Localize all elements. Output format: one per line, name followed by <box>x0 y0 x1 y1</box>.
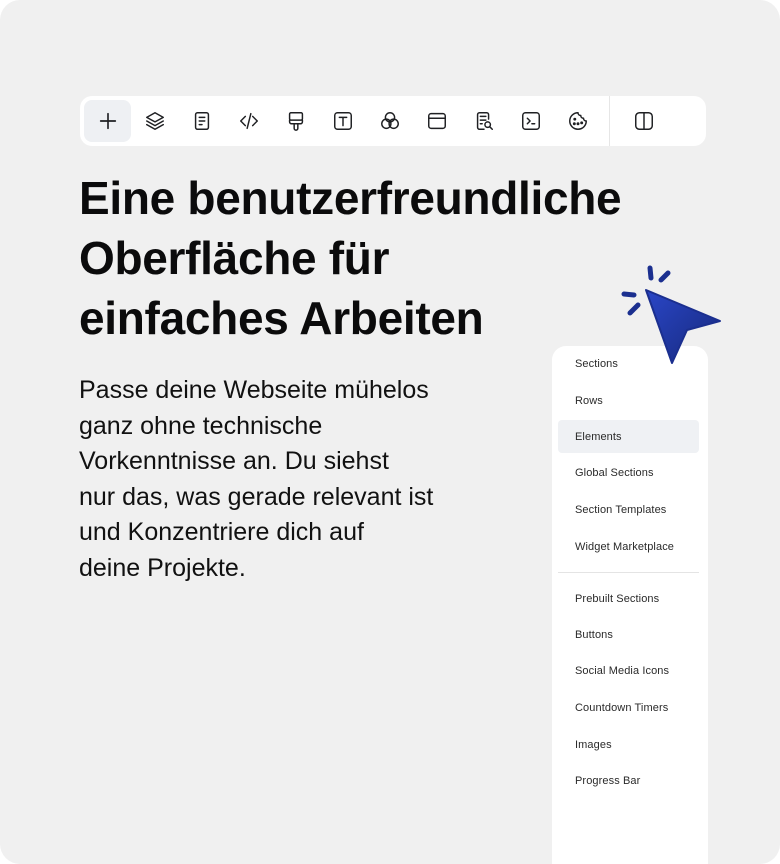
headline-line: Eine benutzerfreundliche <box>79 172 622 224</box>
elements-panel <box>552 346 708 864</box>
plus-icon <box>97 110 119 132</box>
pages-button[interactable] <box>178 100 225 142</box>
document-icon <box>191 110 213 132</box>
headline <box>79 168 699 348</box>
console-button[interactable] <box>507 100 554 142</box>
description-line: und Konzentriere dich auf <box>79 518 364 546</box>
panel-item-countdown-timers[interactable]: Countdown Timers <box>575 701 669 714</box>
add-button[interactable] <box>84 100 131 142</box>
description-line: Vorkenntnisse an. Du siehst <box>79 447 389 475</box>
text-button[interactable] <box>319 100 366 142</box>
headline-line: einfaches Arbeiten <box>79 292 484 344</box>
toolbar-divider <box>609 96 610 146</box>
terminal-icon <box>520 110 542 132</box>
description-line: ganz ohne technische <box>79 411 323 440</box>
pointer-click-icon <box>616 260 726 370</box>
panel-item-progress-bar[interactable]: Progress Bar <box>575 774 641 787</box>
color-circles-icon <box>379 110 401 132</box>
panel-item-buttons[interactable]: Buttons <box>575 628 614 641</box>
layout-button[interactable] <box>413 100 460 142</box>
document-search-icon <box>473 110 495 132</box>
layers-button[interactable] <box>131 100 178 142</box>
layers-icon <box>144 110 166 132</box>
panel-item-images[interactable]: Images <box>575 738 612 751</box>
browser-window-icon <box>426 110 448 132</box>
panel-item-sections[interactable]: Sections <box>575 357 618 370</box>
colors-button[interactable] <box>366 100 413 142</box>
editor-toolbar <box>80 96 706 146</box>
sidebar-toggle-button[interactable] <box>620 100 667 142</box>
headline-line: Oberfläche für <box>79 232 390 284</box>
code-icon <box>238 110 260 132</box>
description-line: deine Projekte. <box>79 553 246 582</box>
seo-button[interactable] <box>460 100 507 142</box>
description-line: nur das, was gerade relevant ist <box>79 482 434 511</box>
text-icon <box>332 110 354 132</box>
cookie-button[interactable] <box>554 100 601 142</box>
panel-item-widget-marketplace[interactable]: Widget Marketplace <box>575 540 675 553</box>
panel-item-global-sections[interactable]: Global Sections <box>575 466 654 479</box>
sidebar-panel-icon <box>633 110 655 132</box>
style-button[interactable] <box>272 100 319 142</box>
code-button[interactable] <box>225 100 272 142</box>
description-line: Passe deine Webseite mühelos <box>79 376 429 404</box>
panel-divider <box>558 572 699 573</box>
description <box>79 373 509 586</box>
panel-item-elements[interactable]: Elements <box>558 420 699 453</box>
brush-icon <box>285 110 307 132</box>
panel-item-social-media-icons[interactable]: Social Media Icons <box>575 664 670 677</box>
cookie-icon <box>567 110 589 132</box>
panel-item-rows[interactable]: Rows <box>575 394 603 407</box>
panel-item-prebuilt-sections[interactable]: Prebuilt Sections <box>575 592 660 605</box>
panel-item-section-templates[interactable]: Section Templates <box>575 503 667 516</box>
